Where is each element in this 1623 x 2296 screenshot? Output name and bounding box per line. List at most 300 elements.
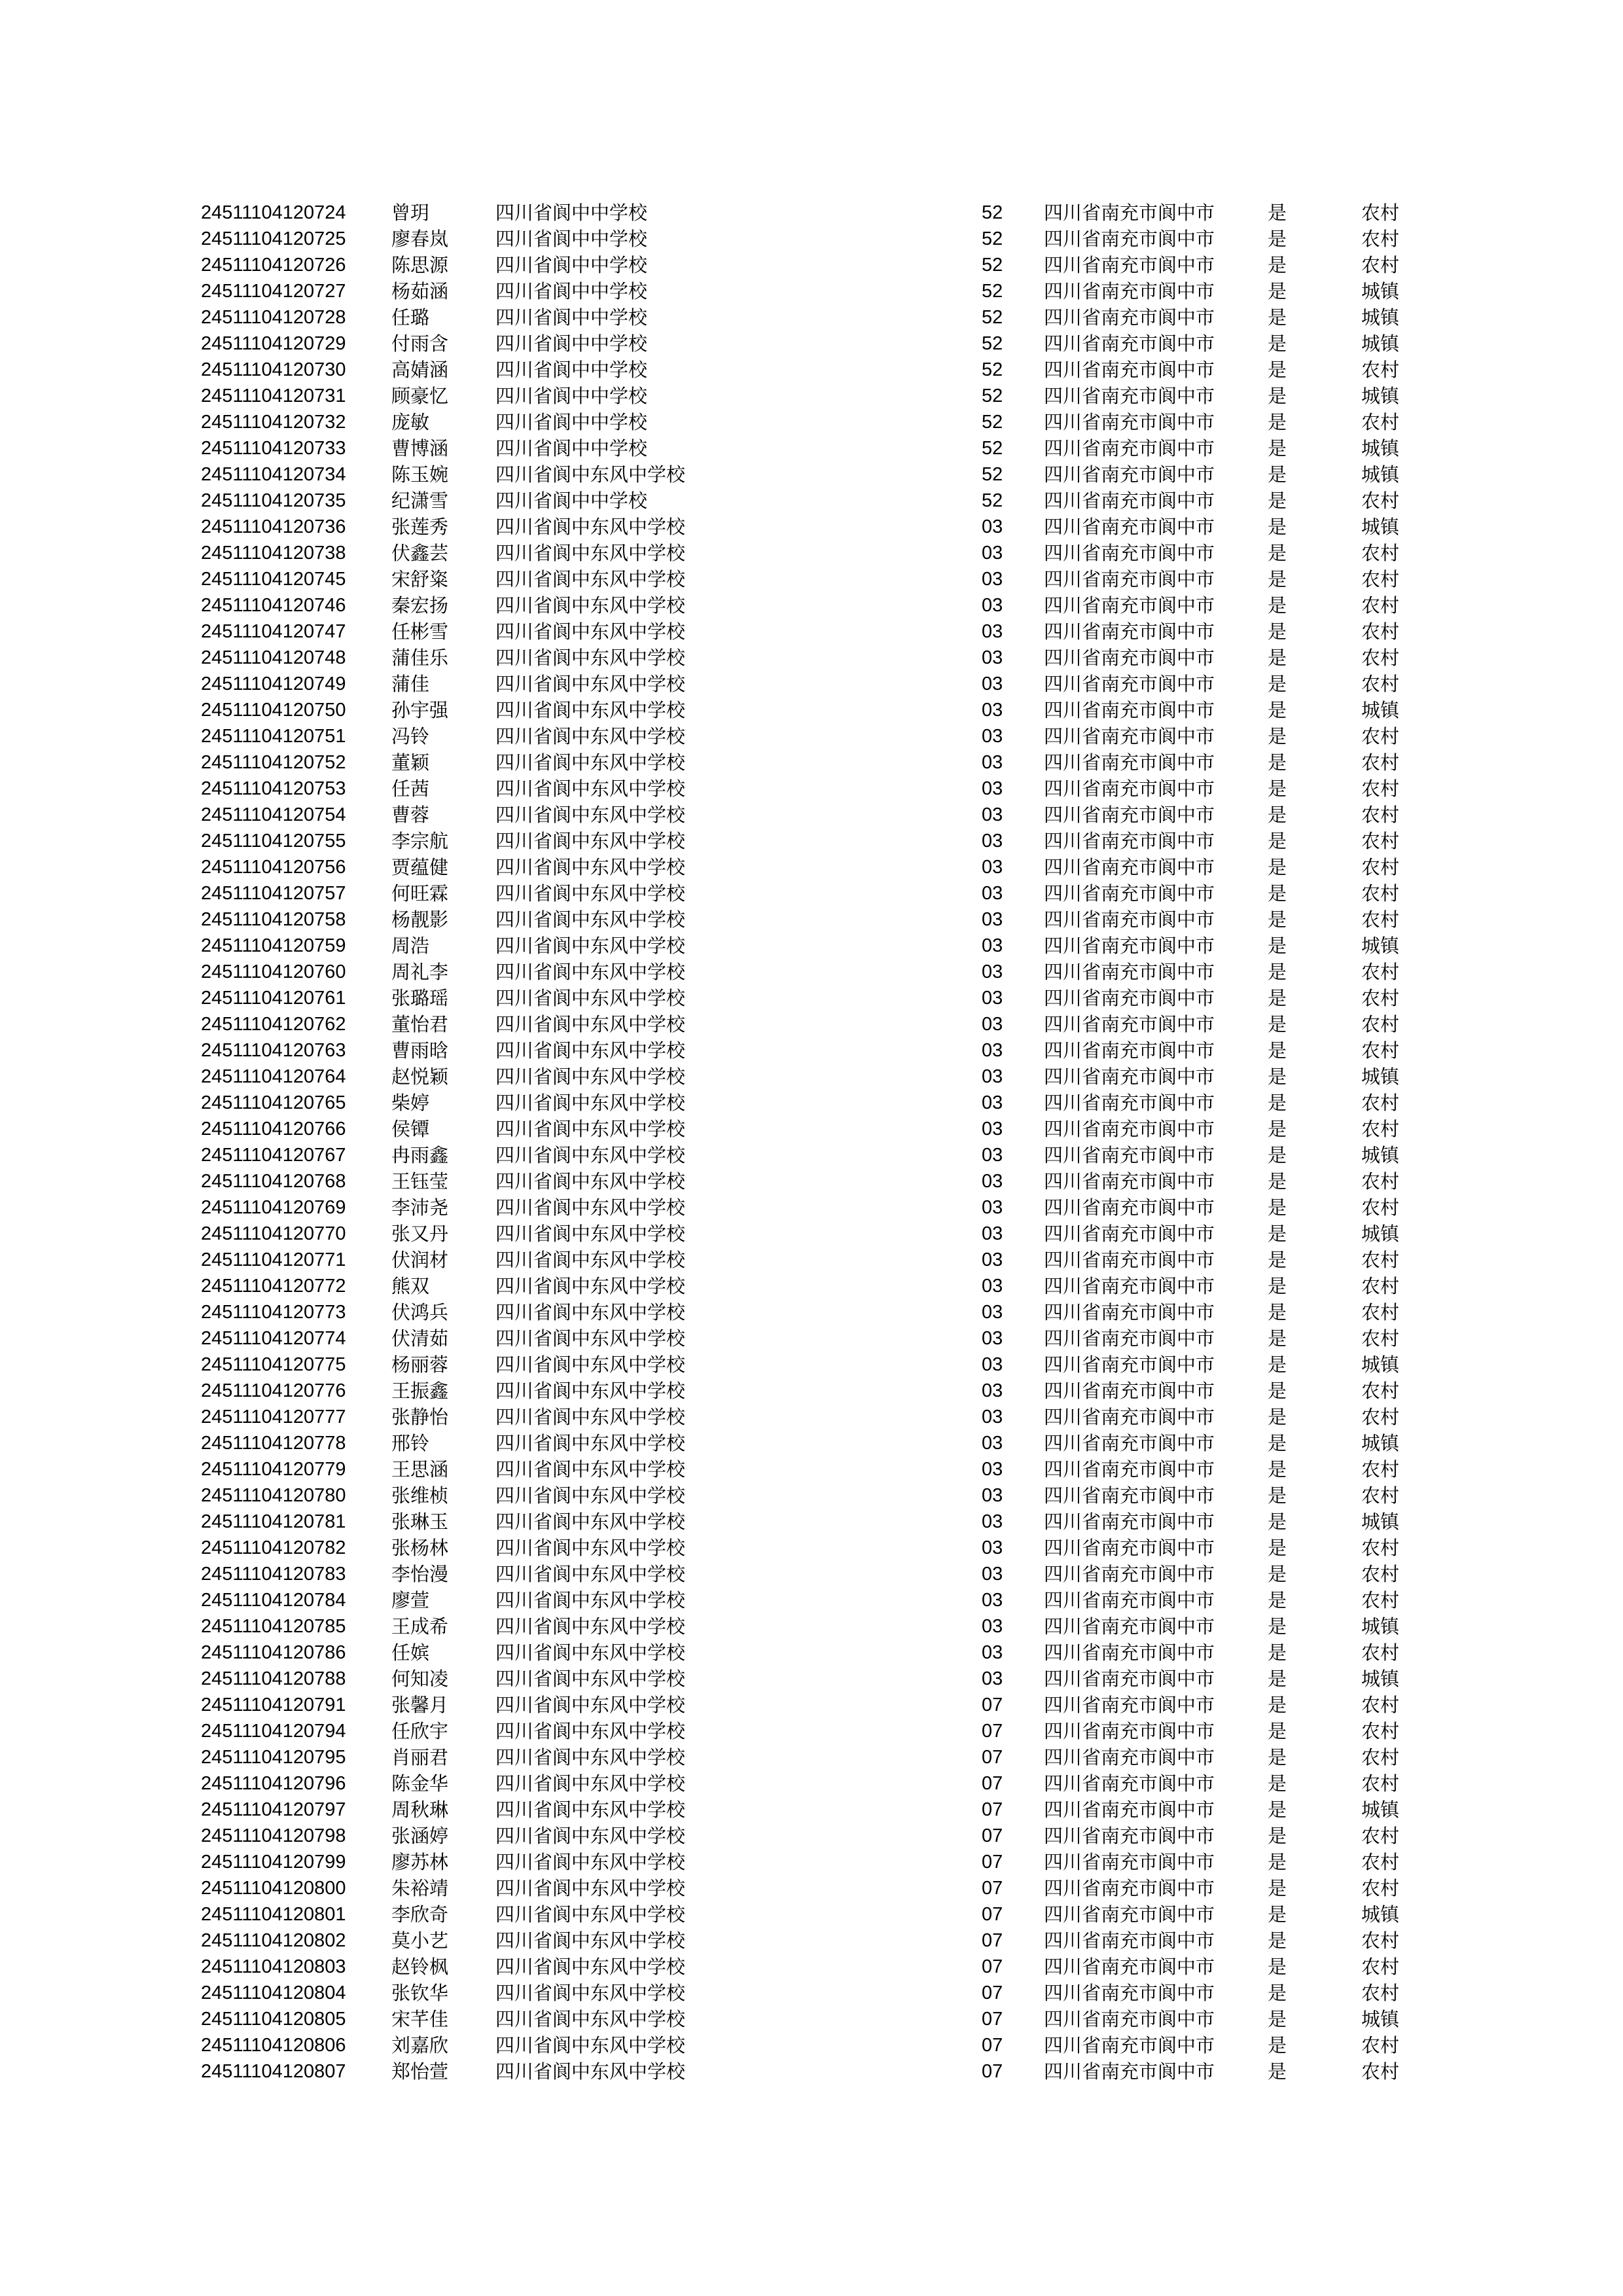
residence-type: 农村 <box>1361 1641 1400 1664</box>
student-id: 24511104120753 <box>201 778 346 799</box>
category-code: 03 <box>982 1616 1003 1637</box>
student-name: 邢铃 <box>391 1432 430 1454</box>
region: 四川省南充市阆中市 <box>1044 1170 1215 1193</box>
residence-type: 农村 <box>1361 1380 1400 1402</box>
category-code: 03 <box>982 647 1003 668</box>
eligibility-flag: 是 <box>1268 1170 1287 1193</box>
residence-type: 城镇 <box>1361 385 1400 407</box>
student-id: 24511104120754 <box>201 804 346 825</box>
table-row <box>0 1875 1623 1901</box>
table-row <box>0 1849 1623 1875</box>
student-id: 24511104120738 <box>201 543 346 564</box>
student-name: 张馨月 <box>391 1694 449 1716</box>
student-name: 董怡君 <box>391 1013 449 1035</box>
category-code: 52 <box>982 307 1003 328</box>
student-name: 伏鑫芸 <box>391 542 449 564</box>
residence-type: 农村 <box>1361 1929 1400 1952</box>
eligibility-flag: 是 <box>1268 1641 1287 1664</box>
student-name: 李沛尧 <box>391 1196 449 1219</box>
student-id: 24511104120786 <box>201 1642 346 1663</box>
table-row <box>0 1221 1623 1247</box>
category-code: 07 <box>982 1773 1003 1794</box>
category-code: 52 <box>982 202 1003 223</box>
eligibility-flag: 是 <box>1268 935 1287 957</box>
student-id: 24511104120803 <box>201 1956 346 1977</box>
table-row <box>0 1064 1623 1090</box>
residence-type: 农村 <box>1361 1563 1400 1585</box>
student-id: 24511104120760 <box>201 961 346 982</box>
category-code: 03 <box>982 516 1003 537</box>
student-id: 24511104120758 <box>201 909 346 930</box>
student-name: 刘嘉欣 <box>391 2034 449 2056</box>
category-code: 03 <box>982 1171 1003 1192</box>
region: 四川省南充市阆中市 <box>1044 1746 1215 1768</box>
region: 四川省南充市阆中市 <box>1044 1066 1215 1088</box>
residence-type: 农村 <box>1361 1956 1400 1978</box>
region: 四川省南充市阆中市 <box>1044 2008 1215 2030</box>
region: 四川省南充市阆中市 <box>1044 1327 1215 1350</box>
category-code: 03 <box>982 1119 1003 1139</box>
eligibility-flag: 是 <box>1268 1223 1287 1245</box>
table-row <box>0 1718 1623 1744</box>
region: 四川省南充市阆中市 <box>1044 725 1215 747</box>
eligibility-flag: 是 <box>1268 1196 1287 1219</box>
region: 四川省南充市阆中市 <box>1044 1851 1215 1873</box>
table-row <box>0 1797 1623 1823</box>
region: 四川省南充市阆中市 <box>1044 463 1215 486</box>
eligibility-flag: 是 <box>1268 1066 1287 1088</box>
table-row <box>0 1456 1623 1482</box>
student-id: 24511104120804 <box>201 1982 346 2003</box>
table-row <box>0 671 1623 697</box>
category-code: 03 <box>982 595 1003 616</box>
table-row <box>0 2032 1623 2058</box>
student-name: 柴婷 <box>391 1092 430 1114</box>
school-name: 四川省阆中东风中学校 <box>495 2060 686 2083</box>
residence-type: 城镇 <box>1361 2008 1400 2030</box>
student-name: 冉雨鑫 <box>391 1144 449 1166</box>
category-code: 07 <box>982 2035 1003 2056</box>
student-id: 24511104120801 <box>201 1904 346 1925</box>
region: 四川省南充市阆中市 <box>1044 778 1215 800</box>
student-name: 李怡漫 <box>391 1563 449 1585</box>
record-list <box>0 200 1623 2085</box>
region: 四川省南充市阆中市 <box>1044 987 1215 1009</box>
student-name: 伏清茹 <box>391 1327 449 1350</box>
residence-type: 农村 <box>1361 1825 1400 1847</box>
school-name: 四川省阆中东风中学校 <box>495 1380 686 1402</box>
table-row <box>0 1613 1623 1640</box>
region: 四川省南充市阆中市 <box>1044 1092 1215 1114</box>
school-name: 四川省阆中东风中学校 <box>495 804 686 826</box>
residence-type: 农村 <box>1361 778 1400 800</box>
school-name: 四川省阆中东风中学校 <box>495 1825 686 1847</box>
student-name: 赵悦颖 <box>391 1066 449 1088</box>
eligibility-flag: 是 <box>1268 1851 1287 1873</box>
table-row <box>0 226 1623 252</box>
eligibility-flag: 是 <box>1268 699 1287 721</box>
school-name: 四川省阆中东风中学校 <box>495 987 686 1009</box>
student-id: 24511104120734 <box>201 464 346 485</box>
category-code: 03 <box>982 1485 1003 1506</box>
table-row <box>0 1482 1623 1509</box>
region: 四川省南充市阆中市 <box>1044 908 1215 931</box>
eligibility-flag: 是 <box>1268 961 1287 983</box>
student-id: 24511104120770 <box>201 1223 346 1244</box>
student-id: 24511104120791 <box>201 1695 346 1715</box>
region: 四川省南充市阆中市 <box>1044 1380 1215 1402</box>
category-code: 03 <box>982 1590 1003 1611</box>
residence-type: 城镇 <box>1361 1144 1400 1166</box>
student-id: 24511104120796 <box>201 1773 346 1794</box>
school-name: 四川省阆中中学校 <box>495 332 648 355</box>
region: 四川省南充市阆中市 <box>1044 1144 1215 1166</box>
region: 四川省南充市阆中市 <box>1044 673 1215 695</box>
residence-type: 农村 <box>1361 961 1400 983</box>
region: 四川省南充市阆中市 <box>1044 1694 1215 1716</box>
eligibility-flag: 是 <box>1268 804 1287 826</box>
student-id: 24511104120727 <box>201 281 346 302</box>
school-name: 四川省阆中东风中学校 <box>495 725 686 747</box>
residence-type: 农村 <box>1361 620 1400 643</box>
residence-type: 城镇 <box>1361 1615 1400 1638</box>
table-row <box>0 1430 1623 1456</box>
student-name: 周礼李 <box>391 961 449 983</box>
school-name: 四川省阆中中学校 <box>495 280 648 302</box>
eligibility-flag: 是 <box>1268 1746 1287 1768</box>
student-id: 24511104120752 <box>201 752 346 773</box>
category-code: 07 <box>982 1904 1003 1925</box>
category-code: 07 <box>982 1852 1003 1873</box>
student-name: 庞敏 <box>391 411 430 433</box>
region: 四川省南充市阆中市 <box>1044 1929 1215 1952</box>
eligibility-flag: 是 <box>1268 1825 1287 1847</box>
school-name: 四川省阆中东风中学校 <box>495 1929 686 1952</box>
category-code: 03 <box>982 1145 1003 1166</box>
student-name: 朱裕靖 <box>391 1877 449 1899</box>
school-name: 四川省阆中中学校 <box>495 228 648 250</box>
school-name: 四川省阆中东风中学校 <box>495 1615 686 1638</box>
category-code: 07 <box>982 1799 1003 1820</box>
region: 四川省南充市阆中市 <box>1044 804 1215 826</box>
residence-type: 农村 <box>1361 1851 1400 1873</box>
residence-type: 农村 <box>1361 751 1400 774</box>
residence-type: 农村 <box>1361 1170 1400 1193</box>
region: 四川省南充市阆中市 <box>1044 1877 1215 1899</box>
school-name: 四川省阆中东风中学校 <box>495 620 686 643</box>
category-code: 03 <box>982 988 1003 1009</box>
category-code: 03 <box>982 1511 1003 1532</box>
category-code: 52 <box>982 464 1003 485</box>
school-name: 四川省阆中中学校 <box>495 437 648 459</box>
student-id: 24511104120778 <box>201 1433 346 1454</box>
student-name: 张钦华 <box>391 1982 449 2004</box>
table-row <box>0 409 1623 435</box>
region: 四川省南充市阆中市 <box>1044 2034 1215 2056</box>
table-row <box>0 985 1623 1011</box>
residence-type: 农村 <box>1361 1039 1400 1062</box>
table-row <box>0 278 1623 304</box>
table-row <box>0 1640 1623 1666</box>
student-id: 24511104120785 <box>201 1616 346 1637</box>
table-row <box>0 749 1623 776</box>
student-id: 24511104120797 <box>201 1799 346 1820</box>
school-name: 四川省阆中东风中学校 <box>495 1537 686 1559</box>
category-code: 07 <box>982 1878 1003 1899</box>
school-name: 四川省阆中东风中学校 <box>495 1851 686 1873</box>
eligibility-flag: 是 <box>1268 673 1287 695</box>
residence-type: 城镇 <box>1361 516 1400 538</box>
category-code: 07 <box>982 1721 1003 1742</box>
residence-type: 城镇 <box>1361 280 1400 302</box>
school-name: 四川省阆中东风中学校 <box>495 1066 686 1088</box>
table-row <box>0 1823 1623 1849</box>
residence-type: 城镇 <box>1361 463 1400 486</box>
eligibility-flag: 是 <box>1268 1982 1287 2004</box>
category-code: 52 <box>982 228 1003 249</box>
table-row <box>0 383 1623 409</box>
eligibility-flag: 是 <box>1268 1956 1287 1978</box>
eligibility-flag: 是 <box>1268 1484 1287 1507</box>
eligibility-flag: 是 <box>1268 2060 1287 2083</box>
student-name: 宋芊佳 <box>391 2008 449 2030</box>
residence-type: 城镇 <box>1361 699 1400 721</box>
eligibility-flag: 是 <box>1268 1144 1287 1166</box>
residence-type: 农村 <box>1361 1772 1400 1795</box>
region: 四川省南充市阆中市 <box>1044 1982 1215 2004</box>
residence-type: 城镇 <box>1361 935 1400 957</box>
school-name: 四川省阆中东风中学校 <box>495 1668 686 1690</box>
category-code: 07 <box>982 2009 1003 2030</box>
student-name: 张涵婷 <box>391 1825 449 1847</box>
school-name: 四川省阆中东风中学校 <box>495 1982 686 2004</box>
table-row <box>0 619 1623 645</box>
student-id: 24511104120779 <box>201 1459 346 1480</box>
school-name: 四川省阆中中学校 <box>495 411 648 433</box>
eligibility-flag: 是 <box>1268 1432 1287 1454</box>
student-id: 24511104120761 <box>201 988 346 1009</box>
eligibility-flag: 是 <box>1268 1589 1287 1611</box>
category-code: 03 <box>982 883 1003 904</box>
school-name: 四川省阆中中学校 <box>495 490 648 512</box>
table-row <box>0 697 1623 723</box>
category-code: 52 <box>982 255 1003 276</box>
student-name: 曾玥 <box>391 202 430 224</box>
school-name: 四川省阆中东风中学校 <box>495 1039 686 1062</box>
eligibility-flag: 是 <box>1268 280 1287 302</box>
student-id: 24511104120729 <box>201 333 346 354</box>
student-id: 24511104120784 <box>201 1590 346 1611</box>
category-code: 03 <box>982 1249 1003 1270</box>
region: 四川省南充市阆中市 <box>1044 228 1215 250</box>
residence-type: 农村 <box>1361 1484 1400 1507</box>
category-code: 03 <box>982 831 1003 852</box>
region: 四川省南充市阆中市 <box>1044 1589 1215 1611</box>
eligibility-flag: 是 <box>1268 463 1287 486</box>
eligibility-flag: 是 <box>1268 1039 1287 1062</box>
region: 四川省南充市阆中市 <box>1044 1484 1215 1507</box>
residence-type: 农村 <box>1361 1301 1400 1323</box>
table-row <box>0 723 1623 749</box>
table-row <box>0 776 1623 802</box>
student-name: 陈金华 <box>391 1772 449 1795</box>
student-name: 任茜 <box>391 778 430 800</box>
table-row <box>0 1037 1623 1064</box>
residence-type: 农村 <box>1361 987 1400 1009</box>
student-name: 张璐瑶 <box>391 987 449 1009</box>
table-row <box>0 1378 1623 1404</box>
eligibility-flag: 是 <box>1268 437 1287 459</box>
residence-type: 农村 <box>1361 2060 1400 2083</box>
student-name: 王成希 <box>391 1615 449 1638</box>
table-row <box>0 1011 1623 1037</box>
eligibility-flag: 是 <box>1268 1118 1287 1140</box>
table-row <box>0 1928 1623 1954</box>
student-name: 杨丽蓉 <box>391 1354 449 1376</box>
category-code: 07 <box>982 1695 1003 1715</box>
residence-type: 农村 <box>1361 1118 1400 1140</box>
school-name: 四川省阆中东风中学校 <box>495 516 686 538</box>
school-name: 四川省阆中东风中学校 <box>495 647 686 669</box>
eligibility-flag: 是 <box>1268 1563 1287 1585</box>
category-code: 03 <box>982 1197 1003 1218</box>
student-name: 纪潇雪 <box>391 490 449 512</box>
eligibility-flag: 是 <box>1268 987 1287 1009</box>
student-name: 孙宇强 <box>391 699 449 721</box>
school-name: 四川省阆中东风中学校 <box>495 568 686 590</box>
student-id: 24511104120807 <box>201 2061 346 2082</box>
school-name: 四川省阆中东风中学校 <box>495 1144 686 1166</box>
region: 四川省南充市阆中市 <box>1044 961 1215 983</box>
student-id: 24511104120800 <box>201 1878 346 1899</box>
residence-type: 城镇 <box>1361 437 1400 459</box>
table-row <box>0 1692 1623 1718</box>
region: 四川省南充市阆中市 <box>1044 1563 1215 1585</box>
category-code: 03 <box>982 1564 1003 1585</box>
school-name: 四川省阆中东风中学校 <box>495 2034 686 2056</box>
student-name: 董颖 <box>391 751 430 774</box>
eligibility-flag: 是 <box>1268 647 1287 669</box>
table-row <box>0 933 1623 959</box>
student-id: 24511104120768 <box>201 1171 346 1192</box>
eligibility-flag: 是 <box>1268 1615 1287 1638</box>
table-row <box>0 1744 1623 1770</box>
residence-type: 城镇 <box>1361 1354 1400 1376</box>
student-id: 24511104120745 <box>201 569 346 590</box>
region: 四川省南充市阆中市 <box>1044 1720 1215 1742</box>
table-row <box>0 959 1623 985</box>
category-code: 07 <box>982 1956 1003 1977</box>
category-code: 03 <box>982 961 1003 982</box>
school-name: 四川省阆中东风中学校 <box>495 1013 686 1035</box>
table-row <box>0 880 1623 906</box>
eligibility-flag: 是 <box>1268 516 1287 538</box>
residence-type: 农村 <box>1361 882 1400 905</box>
eligibility-flag: 是 <box>1268 1929 1287 1952</box>
school-name: 四川省阆中东风中学校 <box>495 1903 686 1926</box>
residence-type: 农村 <box>1361 2034 1400 2056</box>
table-row <box>0 514 1623 540</box>
school-name: 四川省阆中东风中学校 <box>495 1772 686 1795</box>
category-code: 03 <box>982 1380 1003 1401</box>
student-id: 24511104120802 <box>201 1930 346 1951</box>
region: 四川省南充市阆中市 <box>1044 1039 1215 1062</box>
region: 四川省南充市阆中市 <box>1044 1354 1215 1376</box>
table-row <box>0 566 1623 592</box>
region: 四川省南充市阆中市 <box>1044 1118 1215 1140</box>
residence-type: 农村 <box>1361 1249 1400 1271</box>
table-row <box>0 357 1623 383</box>
residence-type: 城镇 <box>1361 1903 1400 1926</box>
eligibility-flag: 是 <box>1268 594 1287 617</box>
school-name: 四川省阆中东风中学校 <box>495 1118 686 1140</box>
student-id: 24511104120746 <box>201 595 346 616</box>
region: 四川省南充市阆中市 <box>1044 411 1215 433</box>
table-row <box>0 1247 1623 1273</box>
table-row <box>0 828 1623 854</box>
category-code: 03 <box>982 1276 1003 1297</box>
school-name: 四川省阆中东风中学校 <box>495 1092 686 1114</box>
student-name: 何知凌 <box>391 1668 449 1690</box>
eligibility-flag: 是 <box>1268 1327 1287 1350</box>
eligibility-flag: 是 <box>1268 1772 1287 1795</box>
residence-type: 城镇 <box>1361 332 1400 355</box>
category-code: 03 <box>982 543 1003 564</box>
category-code: 07 <box>982 2061 1003 2082</box>
school-name: 四川省阆中中学校 <box>495 202 648 224</box>
table-row <box>0 1299 1623 1325</box>
school-name: 四川省阆中东风中学校 <box>495 594 686 617</box>
school-name: 四川省阆中中学校 <box>495 385 648 407</box>
category-code: 07 <box>982 1982 1003 2003</box>
school-name: 四川省阆中东风中学校 <box>495 1720 686 1742</box>
eligibility-flag: 是 <box>1268 1354 1287 1376</box>
table-row <box>0 304 1623 331</box>
student-name: 陈思源 <box>391 254 449 276</box>
student-name: 任璐 <box>391 306 430 329</box>
residence-type: 农村 <box>1361 254 1400 276</box>
student-name: 宋舒粢 <box>391 568 449 590</box>
student-name: 贾蕴健 <box>391 856 449 878</box>
student-id: 24511104120775 <box>201 1354 346 1375</box>
eligibility-flag: 是 <box>1268 725 1287 747</box>
eligibility-flag: 是 <box>1268 1537 1287 1559</box>
residence-type: 农村 <box>1361 411 1400 433</box>
student-id: 24511104120749 <box>201 673 346 694</box>
region: 四川省南充市阆中市 <box>1044 1013 1215 1035</box>
eligibility-flag: 是 <box>1268 1903 1287 1926</box>
residence-type: 农村 <box>1361 1537 1400 1559</box>
region: 四川省南充市阆中市 <box>1044 1301 1215 1323</box>
table-row <box>0 2058 1623 2085</box>
category-code: 03 <box>982 1642 1003 1663</box>
student-name: 张琳玉 <box>391 1511 449 1533</box>
school-name: 四川省阆中东风中学校 <box>495 1223 686 1245</box>
student-name: 周浩 <box>391 935 430 957</box>
student-name: 张静怡 <box>391 1406 449 1428</box>
residence-type: 农村 <box>1361 1092 1400 1114</box>
region: 四川省南充市阆中市 <box>1044 332 1215 355</box>
category-code: 03 <box>982 1354 1003 1375</box>
table-row <box>0 331 1623 357</box>
eligibility-flag: 是 <box>1268 1249 1287 1271</box>
student-name: 周秋琳 <box>391 1799 449 1821</box>
school-name: 四川省阆中东风中学校 <box>495 2008 686 2030</box>
residence-type: 农村 <box>1361 490 1400 512</box>
category-code: 03 <box>982 1328 1003 1349</box>
student-name: 任欣宇 <box>391 1720 449 1742</box>
residence-type: 农村 <box>1361 673 1400 695</box>
